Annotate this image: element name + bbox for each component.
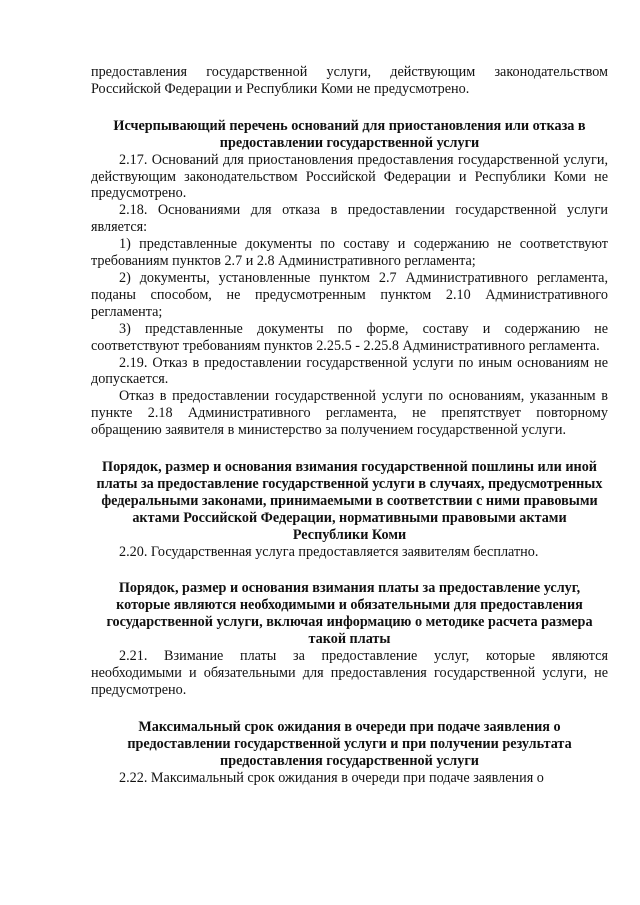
paragraph-2-20: 2.20. Государственная услуга предоставляется заявителям бесплатно. (119, 543, 539, 560)
paragraph-2-19: 2.19. Отказ в предоставлении государственной услуги по иным основаниям не допускается. (91, 354, 608, 388)
section-heading-state-fee: Порядок, размер и основания взимания государственной пошлины или иной платы за предоставление государственной услуги в случаях, предусмотренных федеральными законами, принимаемыми в соответствии с ними правовыми актами Российской Федерации, нормативными правовыми актами Республики Коми (96, 459, 603, 543)
section-heading-service-fee: Порядок, размер и основания взимания платы за предоставление услуг, которые являются необходимыми и обязательными для предоставления государственной услуги, включая информацию о методике расчета размера такой платы (106, 580, 593, 648)
paragraph-continuation: предоставления государственной услуги, действующим законодательством Российской Федерации и Республики Коми не предусмотрено. (91, 64, 608, 97)
paragraph-2-18: 2.18. Основаниями для отказа в предоставлении государственной услуги является: (91, 202, 608, 236)
paragraph-2-18-item-3: 3) представленные документы по форме, составу и содержанию не соответствуют требованиям пунктов 2.25.5 - 2.25.8 Административного регламента. (91, 320, 608, 354)
paragraph-2-17: 2.17. Оснований для приостановления предоставления государственной услуги, действующим законодательством Российской Федерации и Республики Коми не предусмотрено. (91, 151, 608, 202)
paragraph-2-18-item-1: 1) представленные документы по составу и содержанию не соответствуют требованиям пунктов 2.7 и 2.8 Административного регламента; (91, 236, 608, 270)
paragraph-2-21: 2.21. Взимание платы за предоставление услуг, которые являются необходимыми и обязательными для предоставления государственной услуги, не предусмотрено. (91, 648, 608, 698)
paragraph-2-19-refusal: Отказ в предоставлении государственной услуги по основаниям, указанным в пункте 2.18 Административного регламента, не препятствует повторному обращению заявителя в министерство за получением государственной услуги. (91, 388, 608, 439)
section-heading-queue-time: Максимальный срок ожидания в очереди при подаче заявления о предоставлении государственной услуги и при получении результата предоставления государственной услуги (127, 718, 572, 769)
section-heading-refusal-grounds: Исчерпывающий перечень оснований для приостановления или отказа в предоставлении государственной услуги (113, 117, 586, 151)
paragraph-2-18-item-2: 2) документы, установленные пунктом 2.7 Административного регламента, поданы способом, не предусмотренным пунктом 2.10 Административного регламента; (91, 269, 608, 320)
paragraph-2-22: 2.22. Максимальный срок ожидания в очереди при подаче заявления о (119, 769, 544, 786)
